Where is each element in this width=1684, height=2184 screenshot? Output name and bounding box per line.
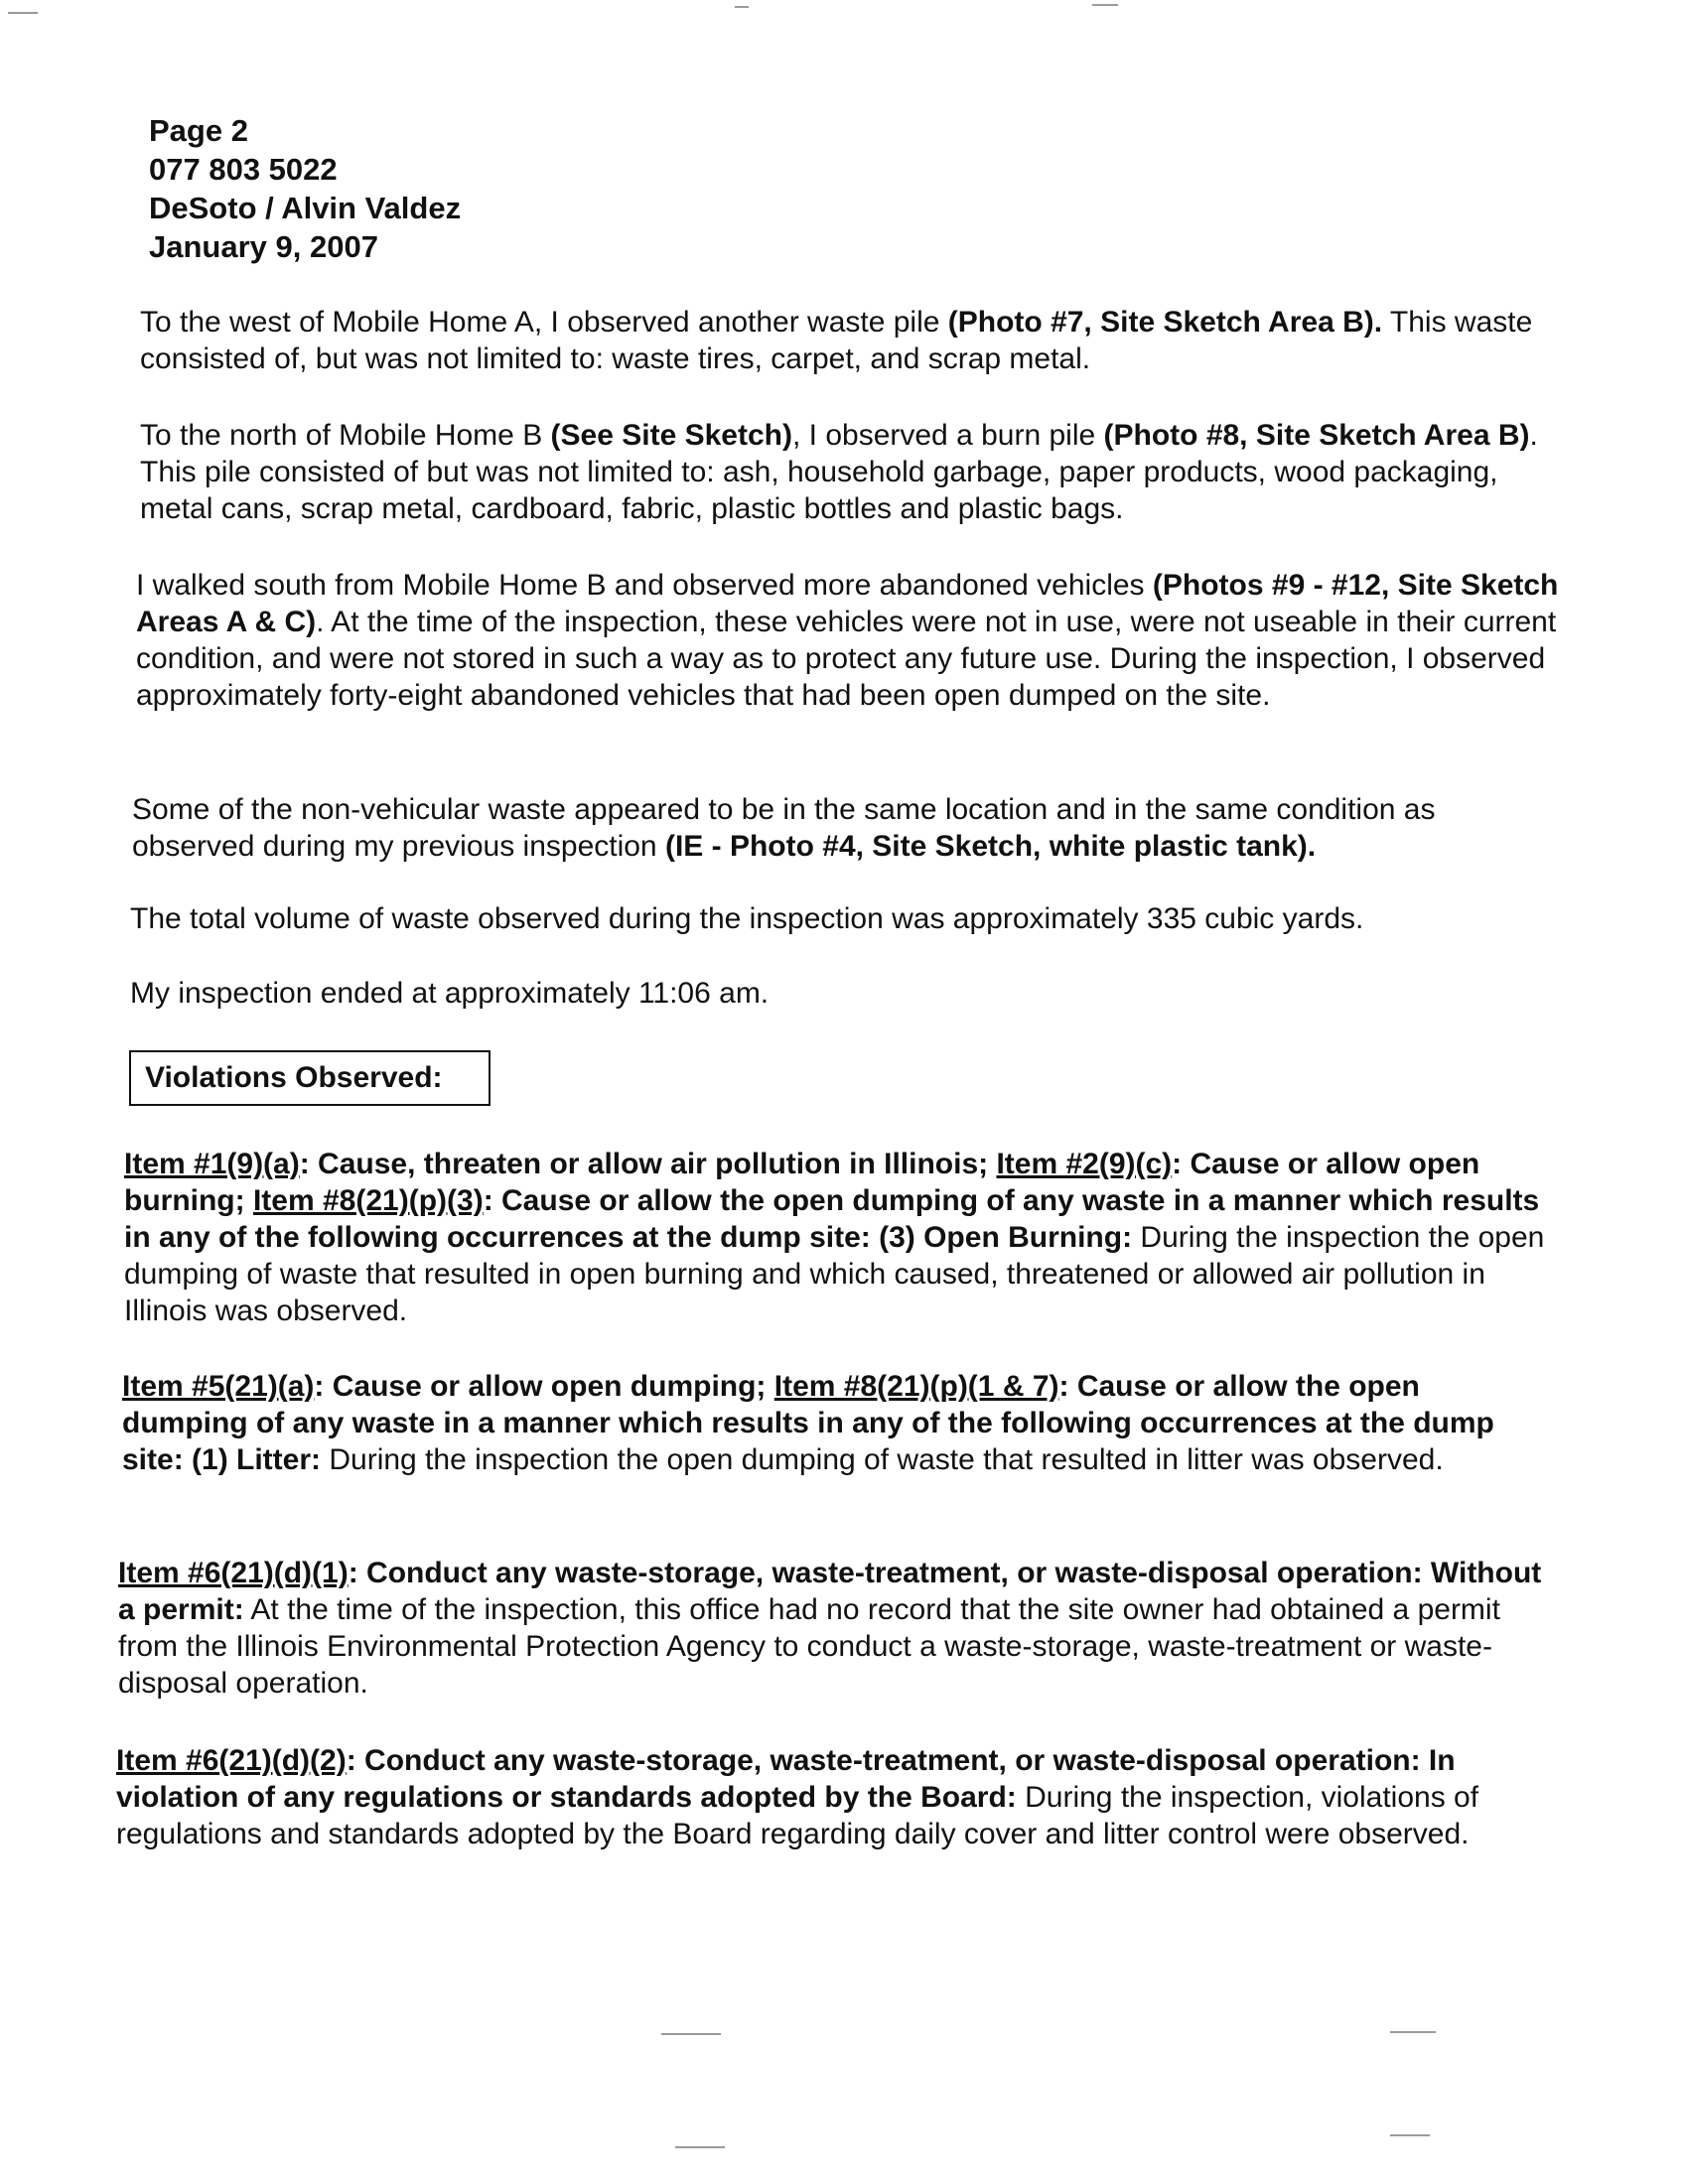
site-name: DeSoto / Alvin Valdez	[149, 191, 462, 225]
site-id-number: 077 803 5022	[149, 152, 338, 187]
paragraph-abandoned-vehicles	[136, 567, 1570, 714]
paragraph-total-volume	[130, 900, 1580, 937]
scan-speck	[8, 12, 38, 14]
photo-reference: (Photo #8, Site Sketch Area B)	[1103, 419, 1530, 452]
item-finding: At the time of the inspection, this office had no record that the site owner had obtained a permit from the Illinois Environmental Protection Agency to conduct a waste-storage, waste-treatment or waste-disposal operation.	[118, 1593, 1500, 1700]
violations-heading-box	[129, 1050, 491, 1106]
paragraph-text: To the north of Mobile Home B	[140, 419, 551, 452]
scan-speck	[1390, 2031, 1436, 2033]
paragraph-text: Some of the non-vehicular waste appeared to be in the same location and in the same condition as observed during my previous inspection	[132, 793, 1436, 863]
item-description: : Conduct any waste-storage, waste-treatment, or waste-disposal operation: In violation of any regulations or standards adopted by the Board:	[116, 1744, 1456, 1814]
item-description: : Cause or allow the open dumping of any waste in a manner which results in any of the following occurrences at the dump site: (1) Litter:	[122, 1370, 1494, 1476]
paragraph-non-vehicular-waste	[132, 791, 1562, 865]
paragraph-text: , I observed a burn pile	[791, 419, 1104, 452]
item-code: Item #8(21)(p)(1 & 7)	[773, 1370, 1059, 1403]
scan-speck	[675, 2146, 725, 2148]
page-header	[149, 111, 461, 266]
violation-item-board-standards	[116, 1742, 1546, 1852]
item-code: Item #6(21)(d)(1)	[118, 1557, 349, 1589]
photo-reference: (Photos #9 - #12, Site Sketch Areas A & C)	[136, 569, 1559, 638]
violation-item-litter	[122, 1368, 1552, 1478]
violations-heading: Violations Observed:	[145, 1061, 443, 1094]
paragraph-west-waste-pile	[140, 304, 1570, 377]
item-code: Item #8(21)(p)(3)	[252, 1184, 484, 1217]
scan-speck	[1092, 4, 1118, 6]
scan-speck	[661, 2033, 721, 2035]
item-finding: During the inspection, violations of regulations and standards adopted by the Board regarding daily cover and litter control were observed.	[116, 1781, 1479, 1850]
report-date: January 9, 2007	[149, 229, 378, 264]
violation-item-without-permit	[118, 1555, 1548, 1702]
item-finding: During the inspection the open dumping of waste that resulted in litter was observed.	[321, 1443, 1444, 1476]
item-finding: During the inspection the open dumping of waste that resulted in open burning and which caused, threatened or allowed air pollution in Illinois was observed.	[124, 1221, 1545, 1327]
item-code: Item #5(21)(a)	[122, 1370, 315, 1403]
item-code: Item #2(9)(c)	[996, 1148, 1173, 1180]
item-description: : Cause or allow the open dumping of any waste in a manner which results in any of the following occurrences at the dump site: (3) Open Burning:	[124, 1184, 1540, 1254]
violation-item-open-burning	[124, 1146, 1554, 1329]
item-description: : Cause or allow open dumping;	[314, 1370, 774, 1403]
item-description: : Conduct any waste-storage, waste-treatment, or waste-disposal operation: Without a permit:	[118, 1557, 1542, 1626]
paragraph-text: I walked south from Mobile Home B and observed more abandoned vehicles	[136, 569, 1153, 602]
paragraph-text: This waste consisted of, but was not limited to: waste tires, carpet, and scrap metal.	[140, 306, 1533, 375]
paragraph-burn-pile	[140, 417, 1570, 527]
scan-speck	[735, 6, 749, 8]
paragraph-text: The total volume of waste observed during the inspection was approximately 335 cubic yards.	[130, 902, 1364, 935]
item-description: : Cause or allow open burning;	[124, 1148, 1480, 1217]
item-code: Item #6(21)(d)(2)	[116, 1744, 347, 1777]
paragraph-text: My inspection ended at approximately 11:06 am.	[130, 977, 770, 1010]
paragraph-text: . This pile consisted of but was not limited to: ash, household garbage, paper products, wood packaging, metal cans, scrap metal, cardboard, fabric, plastic bottles and plastic bags.	[140, 419, 1538, 525]
paragraph-text: . At the time of the inspection, these vehicles were not in use, were not useable in their current condition, and were not stored in such a way as to protect any future use. During the inspection, I observed approximately forty-eight abandoned vehicles that had been open dumped on the site.	[136, 606, 1557, 712]
photo-reference: (Photo #7, Site Sketch Area B).	[947, 306, 1383, 339]
item-description: : Cause, threaten or allow air pollution in Illinois;	[299, 1148, 997, 1180]
photo-reference: (IE - Photo #4, Site Sketch, white plastic tank).	[664, 830, 1317, 863]
page-number: Page 2	[149, 113, 248, 148]
item-code: Item #1(9)(a)	[124, 1148, 300, 1180]
paragraph-text: To the west of Mobile Home A, I observed another waste pile	[140, 306, 948, 339]
scan-speck	[1390, 2134, 1430, 2136]
paragraph-inspection-end	[130, 975, 1560, 1012]
sketch-reference: (See Site Sketch)	[550, 419, 792, 452]
